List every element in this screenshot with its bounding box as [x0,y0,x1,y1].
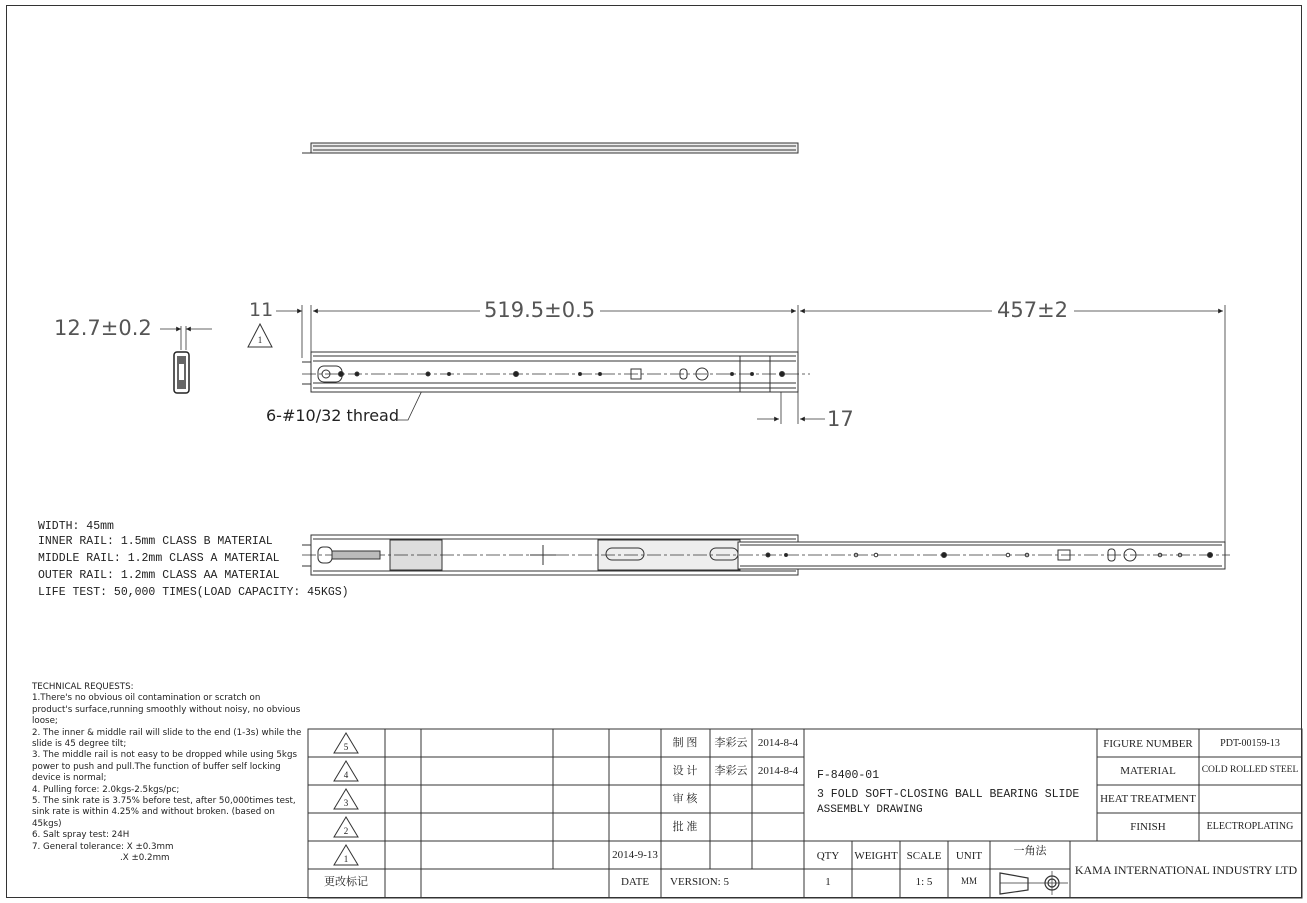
dim-offset-11: 11 [249,299,274,321]
closed-slide-view [302,352,810,392]
dimension-lines [160,305,1225,545]
approval-design-name: 李彩云 [714,765,748,777]
unit-label: UNIT [955,850,983,862]
top-view-rail [302,143,798,153]
tech-line-6: 6. Salt spray test: 24H [32,830,130,841]
unit-value: MM [960,876,978,886]
material-value: COLD ROLLED STEEL [1201,765,1299,775]
part-description: 3 FOLD SOFT-CLOSING BALL BEARING SLIDE [817,788,1080,801]
approval-review-role: 审 核 [672,793,698,805]
projection-symbol [1000,871,1068,895]
rev-2: 2 [343,826,349,836]
rev-1: 1 [343,854,349,864]
finish-label: FINISH [1130,821,1166,833]
extended-slide-view [302,535,1230,575]
projection-label: 一角法 [1013,845,1047,857]
rev-3: 3 [343,798,349,808]
tech-line-3: 3. The middle rail is not easy to be dropped while using 5kgs power to push and pull.The function of buffer self locking device is normal; [32,750,298,784]
spec-middle-rail: MIDDLE RAIL: 1.2mm CLASS A MATERIAL [38,552,280,565]
revision-mark: 1 [257,335,263,345]
figure-number-label: FIGURE NUMBER [1103,738,1193,750]
scale-label: SCALE [906,850,942,862]
approval-approve-role: 批 准 [672,821,698,833]
thread-callout: 6-#10/32 thread [266,406,399,425]
approval-drawn-name: 李彩云 [714,737,748,749]
approval-drawn-role: 制 图 [672,737,698,749]
approval-design-date: 2014-8-4 [757,765,799,777]
spec-inner-rail: INNER RAIL: 1.5mm CLASS B MATERIAL [38,535,273,548]
spec-width: WIDTH: 45mm [38,520,114,533]
material-label: MATERIAL [1120,765,1176,777]
weight-label: WEIGHT [854,850,898,862]
company-name: KAMA INTERNATIONAL INDUSTRY LTD [1074,863,1298,877]
drawing-type: ASSEMBLY DRAWING [817,804,923,816]
dim-closed-length: 519.5±0.5 [484,298,596,322]
rev-5: 5 [343,742,349,752]
tech-line-1: 1.There's no obvious oil contamination or scratch on product's surface,running smoothly without noisy, no obvious loose; [32,693,301,727]
tech-line-8: .X ±0.2mm [120,853,170,864]
qty-label: QTY [816,850,840,862]
dim-profile-height: 12.7±0.2 [54,316,152,340]
version: VERSION: 5 [670,876,729,888]
date-label: DATE [620,876,650,888]
rev1-date: 2014-9-13 [612,849,658,861]
qty-value: 1 [825,876,831,888]
spec-life-test: LIFE TEST: 50,000 TIMES(LOAD CAPACITY: 45KGS) [38,586,349,599]
tech-heading: TECHNICAL REQUESTS: [32,682,134,692]
dim-offset-17: 17 [827,407,854,431]
spec-outer-rail: OUTER RAIL: 1.2mm CLASS AA MATERIAL [38,569,280,582]
part-number: F-8400-01 [817,769,880,782]
dim-extension: 457±2 [997,298,1069,322]
tech-line-4: 4. Pulling force: 2.0kgs-2.5kgs/pc; [32,784,180,795]
technical-requests [32,682,302,865]
cross-section [174,326,189,393]
approval-drawn-date: 2014-8-4 [757,737,799,749]
scale-value: 1: 5 [915,876,933,888]
tech-line-7: 7. General tolerance: X ±0.3mm [32,841,174,852]
approval-design-role: 设 计 [672,765,698,777]
rev-4: 4 [343,770,349,780]
finish-value: ELECTROPLATING [1206,821,1294,832]
heat-treatment-label: HEAT TREATMENT [1100,793,1196,805]
figure-number-value: PDT-00159-13 [1220,738,1280,749]
change-mark-label: 更改标记 [324,876,368,888]
tech-line-5: 5. The sink rate is 3.75% before test, after 50,000times test, sink rate is within 4.25% and without broken. (based on 45kgs) [32,796,296,829]
tech-line-2: 2. The inner & middle rail will slide to the end (1-3s) while the slide is 45 degree tilt; [32,727,302,750]
